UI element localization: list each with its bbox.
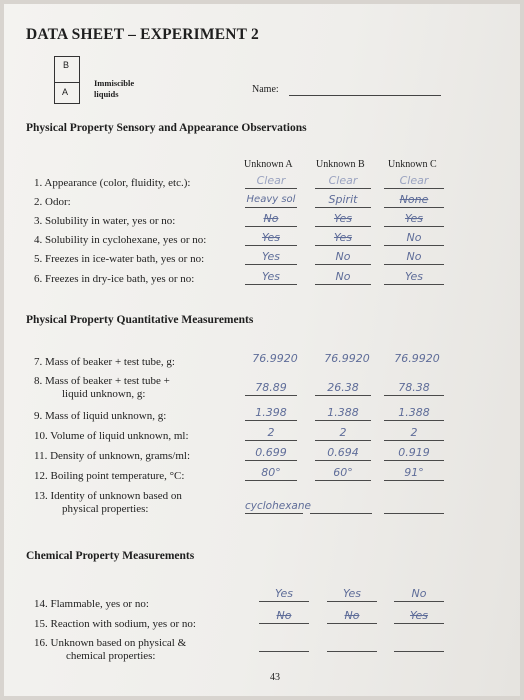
answer-b: 76.9920 [324, 352, 370, 365]
answer-b: Yes [315, 232, 371, 246]
row-label-continued: liquid unknown, g: [62, 388, 146, 400]
answer-c: Yes [384, 271, 444, 285]
row-label-continued: physical properties: [62, 503, 149, 515]
answer-b: Clear [315, 175, 371, 189]
column-header-unknown-c: Unknown C [388, 159, 437, 170]
answer-a: Yes [259, 588, 309, 602]
answer-c: 78.38 [384, 382, 444, 396]
answer-c: Yes [384, 213, 444, 227]
row-label: 4. Solubility in cyclohexane, yes or no: [34, 234, 207, 246]
row-label: 9. Mass of liquid unknown, g: [34, 410, 167, 422]
answer-c [384, 500, 444, 514]
row-label: 15. Reaction with sodium, yes or no: [34, 618, 196, 630]
logo-letter-a: A [62, 87, 69, 97]
answer-c: 2 [384, 427, 444, 441]
answer-c: 1.388 [384, 407, 444, 421]
logo-caption: Immiscible liquids [94, 78, 135, 99]
answer-a: Yes [245, 232, 297, 246]
answer-a: No [245, 213, 297, 227]
answer-b: Spirit [315, 194, 371, 208]
answer-c [394, 638, 444, 652]
answer-a: Yes [245, 271, 297, 285]
page-title: DATA SHEET – EXPERIMENT 2 [26, 26, 259, 43]
logo-letter-b: B [63, 60, 70, 70]
answer-b [327, 638, 377, 652]
answer-a: Yes [245, 251, 297, 265]
row-label: 2. Odor: [34, 196, 71, 208]
answer-b: Yes [327, 588, 377, 602]
answer-a [259, 638, 309, 652]
answer-c: 91° [384, 467, 444, 481]
row-label: 1. Appearance (color, fluidity, etc.): [34, 177, 191, 189]
row-label: 16. Unknown based on physical & [34, 637, 187, 649]
answer-a: 2 [245, 427, 297, 441]
answer-b: 26.38 [315, 382, 371, 396]
answer-b: 2 [315, 427, 371, 441]
answer-b: 0.694 [315, 447, 371, 461]
row-label: 12. Boiling point temperature, °C: [34, 470, 185, 482]
sensory-section-heading: Physical Property Sensory and Appearance Observations [26, 122, 307, 134]
answer-b: 1.388 [315, 407, 371, 421]
row-label: 3. Solubility in water, yes or no: [34, 215, 176, 227]
answer-b: 60° [315, 467, 371, 481]
column-header-unknown-b: Unknown B [316, 159, 365, 170]
answer-c: No [384, 251, 444, 265]
row-label: 7. Mass of beaker + test tube, g: [34, 356, 175, 368]
answer-c: 0.919 [384, 447, 444, 461]
answer-a: Heavy sol [245, 194, 297, 208]
name-label: Name: [252, 84, 279, 95]
data-sheet-page [4, 4, 520, 696]
answer-c: None [384, 194, 444, 208]
row-label: 11. Density of unknown, grams/ml: [34, 450, 191, 462]
answer-b [310, 500, 372, 514]
answer-c: No [384, 232, 444, 246]
answer-a: Clear [245, 175, 297, 189]
answer-c: No [394, 588, 444, 602]
answer-c: Clear [384, 175, 444, 189]
answer-a: 78.89 [245, 382, 297, 396]
answer-c: 76.9920 [394, 352, 440, 365]
row-label: 13. Identity of unknown based on [34, 490, 182, 502]
column-header-unknown-a: Unknown A [244, 159, 293, 170]
answer-a: cyclohexane [245, 500, 311, 512]
quantitative-section-heading: Physical Property Quantitative Measurements [26, 314, 254, 326]
answer-c: Yes [394, 610, 444, 624]
chemical-section-heading: Chemical Property Measurements [26, 550, 195, 562]
row-label: 8. Mass of beaker + test tube + [34, 375, 170, 387]
answer-b: Yes [315, 213, 371, 227]
row-label: 14. Flammable, yes or no: [34, 598, 149, 610]
answer-a: No [259, 610, 309, 624]
answer-a: 76.9920 [252, 352, 298, 365]
answer-b: No [315, 251, 371, 265]
answer-a: 1.398 [245, 407, 297, 421]
row-label: 10. Volume of liquid unknown, ml: [34, 430, 189, 442]
page-number: 43 [270, 672, 280, 683]
answer-b: No [327, 610, 377, 624]
row-label-continued: chemical properties: [66, 650, 156, 662]
answer-b: No [315, 271, 371, 285]
answer-a: 0.699 [245, 447, 297, 461]
answer-a: 80° [245, 467, 297, 481]
row-label: 6. Freezes in dry-ice bath, yes or no: [34, 273, 195, 285]
row-label: 5. Freezes in ice-water bath, yes or no: [34, 253, 205, 265]
name-field[interactable] [289, 95, 441, 96]
